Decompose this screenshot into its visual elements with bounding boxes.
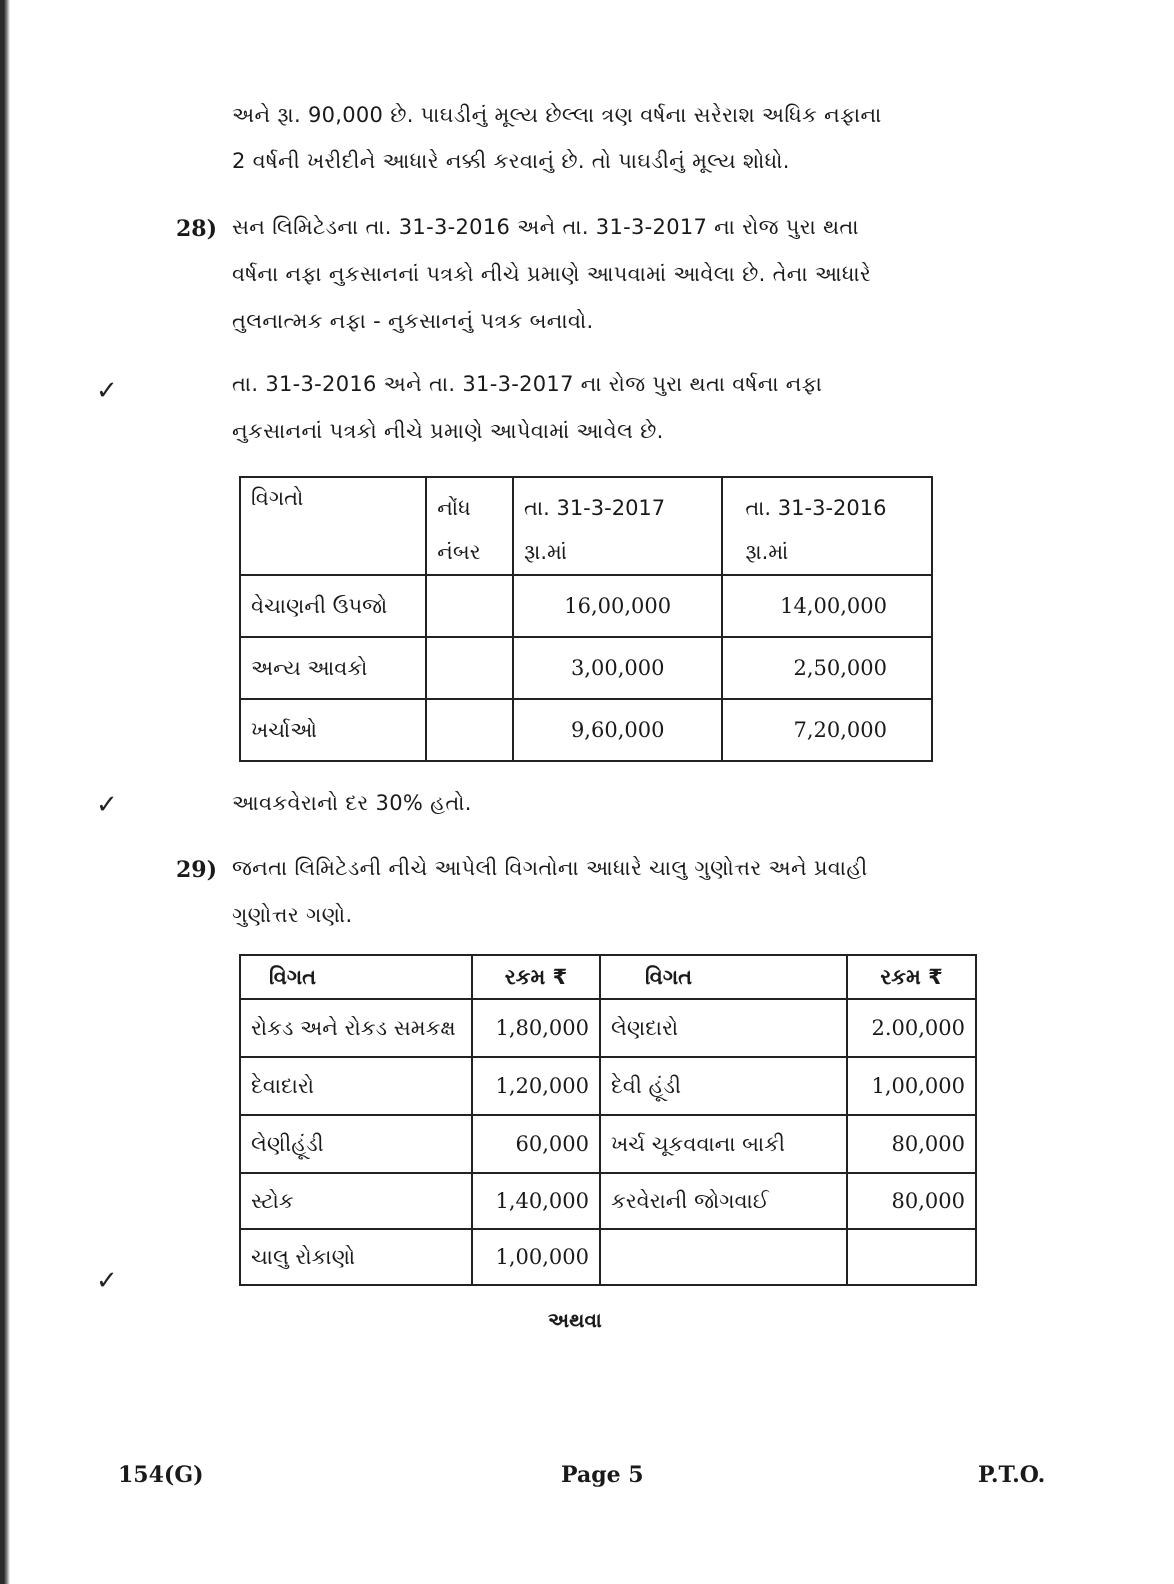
row-2016-value: 2,50,000: [722, 637, 932, 699]
row-label: ખર્ચાઓ: [240, 699, 426, 761]
scan-edge: [0, 0, 10, 1584]
right-particular: દેવી હૂંડી: [600, 1057, 847, 1115]
q28-line-2: વર્ષના નફા નુકસાનનાં પત્રકો નીચે પ્રમાણે આપવામાં આવેલા છે. તેના આધારે: [232, 262, 872, 286]
table-header-row: [240, 955, 976, 999]
row-2016-value: 14,00,000: [722, 575, 932, 637]
left-particular: સ્ટોક: [240, 1173, 472, 1229]
row-note: [426, 637, 513, 699]
header-amount-right: રકમ ₹: [847, 955, 976, 999]
header-particulars-left: વિગત: [240, 955, 472, 999]
right-amount: [847, 1229, 976, 1285]
row-2017-value: 16,00,000: [513, 575, 722, 637]
table-row: [240, 999, 976, 1057]
header-2016-date: તા. 31-3-2016: [745, 496, 887, 520]
table-row: [240, 1173, 976, 1229]
header-amount-left: રકમ ₹: [472, 955, 600, 999]
left-amount: 1,20,000: [472, 1057, 600, 1115]
row-note: [426, 575, 513, 637]
question-number-28: 28): [176, 216, 218, 242]
header-2016-unit: રૂા.માં: [745, 540, 789, 564]
q28-line-3: તુલનાત્મક નફા - નુકસાનનું પત્રક બનાવો.: [232, 309, 594, 333]
right-particular: ખર્ચ ચૂકવવાના બાકી: [600, 1115, 847, 1173]
row-2017-value: 3,00,000: [513, 637, 722, 699]
header-particulars-right: વિગત: [600, 955, 847, 999]
row-2016-value: 7,20,000: [722, 699, 932, 761]
header-2017: [513, 477, 722, 575]
tick-mark-icon: ✓: [96, 376, 118, 406]
tick-mark-icon: ✓: [96, 790, 118, 820]
right-amount: 80,000: [847, 1115, 976, 1173]
q28-sub-line-1: તા. 31-3-2016 અને તા. 31-3-2017 ના રોજ પુરા થતા વર્ષના નફા: [232, 372, 823, 396]
left-particular: ચાલુ રોકાણો: [240, 1229, 472, 1285]
right-particular: લેણદારો: [600, 999, 847, 1057]
table-row: [240, 1229, 976, 1285]
table-header-row: [240, 477, 932, 575]
row-note: [426, 699, 513, 761]
q29-line-1: જનતા લિમિટેડની નીચે આપેલી વિગતોના આધારે ચાલુ ગુણોત્તર અને પ્રવાહી: [232, 856, 868, 880]
header-2017-date: તા. 31-3-2017: [524, 496, 666, 520]
right-amount: 1,00,000: [847, 1057, 976, 1115]
row-label: વેચાણની ઉપજો: [240, 575, 426, 637]
right-amount: 80,000: [847, 1173, 976, 1229]
left-particular: દેવાદારો: [240, 1057, 472, 1115]
table-row: [240, 575, 932, 637]
continuation-line-1: અને રૂા. 90,000 છે. પાઘડીનું મૂલ્ય છેલ્લા ત્રણ વર્ષના સરેરાશ અધિક નફાના: [232, 103, 882, 127]
q28-line-1: સન લિમિટેડના તા. 31-3-2016 અને તા. 31-3-2017 ના રોજ પુરા થતા: [232, 215, 859, 239]
tax-rate-note: આવકવેરાનો દર 30% હતો.: [232, 791, 472, 815]
question-number-29: 29): [176, 857, 218, 883]
left-particular: રોકડ અને રોકડ સમકક્ષ: [240, 999, 472, 1057]
ratio-details-table: [239, 954, 977, 1286]
tick-mark-icon: ✓: [96, 1266, 118, 1296]
profit-loss-table: [239, 476, 933, 762]
table-row: [240, 637, 932, 699]
right-amount: 2.00,000: [847, 999, 976, 1057]
table-row: [240, 1057, 976, 1115]
row-2017-value: 9,60,000: [513, 699, 722, 761]
paper-code: 154(G): [118, 1462, 204, 1488]
row-label: અન્ય આવકો: [240, 637, 426, 699]
q29-line-2: ગુણોત્તર ગણો.: [232, 903, 353, 927]
left-particular: લેણીહૂંડી: [240, 1115, 472, 1173]
or-separator: અથવા: [548, 1308, 602, 1332]
header-2017-unit: રૂા.માં: [524, 540, 568, 564]
page-number: Page 5: [561, 1462, 644, 1488]
left-amount: 60,000: [472, 1115, 600, 1173]
header-note-number: [426, 477, 513, 575]
left-amount: 1,40,000: [472, 1173, 600, 1229]
right-particular: [600, 1229, 847, 1285]
left-amount: 1,80,000: [472, 999, 600, 1057]
header-number: નંબર: [437, 540, 481, 564]
table-row: [240, 1115, 976, 1173]
header-note: નોંધ: [437, 496, 471, 520]
left-amount: 1,00,000: [472, 1229, 600, 1285]
continuation-line-2: 2 વર્ષની ખરીદીને આધારે નક્કી કરવાનું છે. તો પાઘડીનું મૂલ્ય શોધો.: [232, 149, 790, 173]
header-details: વિગતો: [240, 477, 426, 575]
q28-sub-line-2: નુકસાનનાં પત્રકો નીચે પ્રમાણે આપેવામાં આવેલ છે.: [232, 419, 664, 443]
header-2016: [722, 477, 932, 575]
right-particular: કરવેરાની જોગવાઈ: [600, 1173, 847, 1229]
table-row: [240, 699, 932, 761]
please-turn-over: P.T.O.: [978, 1462, 1046, 1488]
